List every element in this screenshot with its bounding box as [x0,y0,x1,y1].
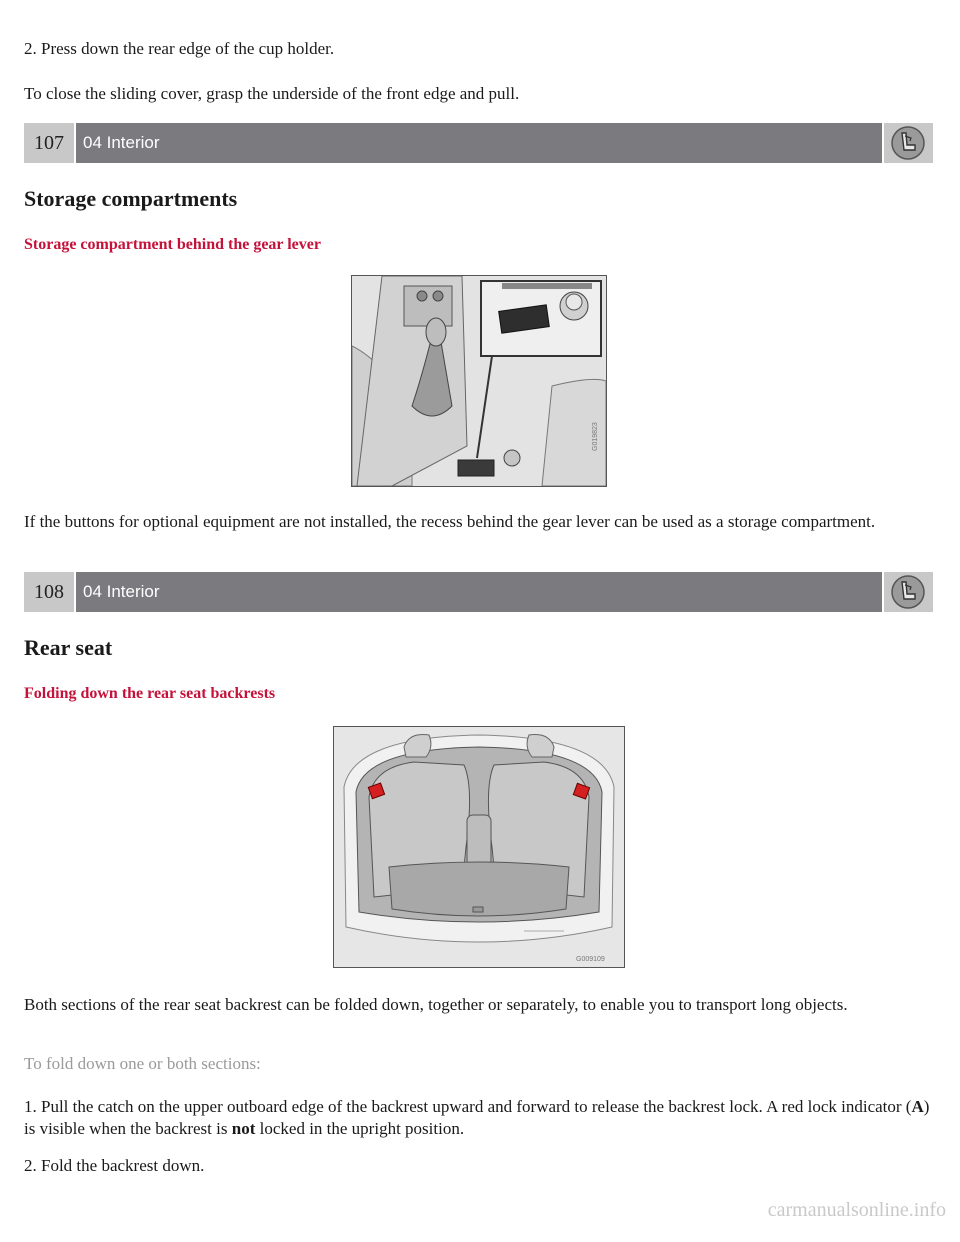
step1-emphasis: not [231,1119,256,1138]
heading-rear-seat: Rear seat [24,635,113,660]
subheading-storage: Storage compartment behind the gear lever [24,236,321,253]
section-bar-107 [24,123,933,163]
close-cover-text: To close the sliding cover, grasp the underside of the front edge and pull. [24,84,520,103]
step1-label-a: A [911,1097,924,1116]
svg-text:G019823: G019823 [592,422,599,451]
page-number: 107 [24,123,74,163]
section-bar-108 [24,572,933,612]
seat-icon [884,123,933,163]
fold-step-2: 2. Fold the backrest down. [24,1156,205,1175]
step-cup-holder: 2. Press down the rear edge of the cup holder. [24,39,335,58]
section-title: 04 Interior [76,572,882,612]
svg-text:G009109: G009109 [576,956,605,963]
section-title: 04 Interior [76,123,882,163]
rear-seat-caption: Both sections of the rear seat backrest can be folded down, together or separately, to enable you to transport long objects. [24,995,848,1014]
gear-lever-storage-figure [351,275,607,487]
step1-text: 1. Pull the catch on the upper outboard edge of the backrest upward and forward to release the backrest lock. A red lock indicator ( [24,1097,912,1116]
fold-step-1 [24,1096,932,1140]
step1-text-mid: ) is visible when the backrest is [24,1097,930,1138]
page-number: 108 [24,572,74,612]
seat-icon [884,572,933,612]
subheading-rear-seat: Folding down the rear seat backrests [24,685,276,702]
step1-text-end: locked in the upright position. [255,1119,465,1138]
heading-storage: Storage compartments [24,186,238,211]
rear-seat-figure [333,726,625,968]
procedure-title: To fold down one or both sections: [24,1054,261,1073]
watermark: carmanualsonline.info [767,1199,946,1221]
storage-caption: If the buttons for optional equipment are not installed, the recess behind the gear lever can be used as a storage compartment. [24,512,876,531]
